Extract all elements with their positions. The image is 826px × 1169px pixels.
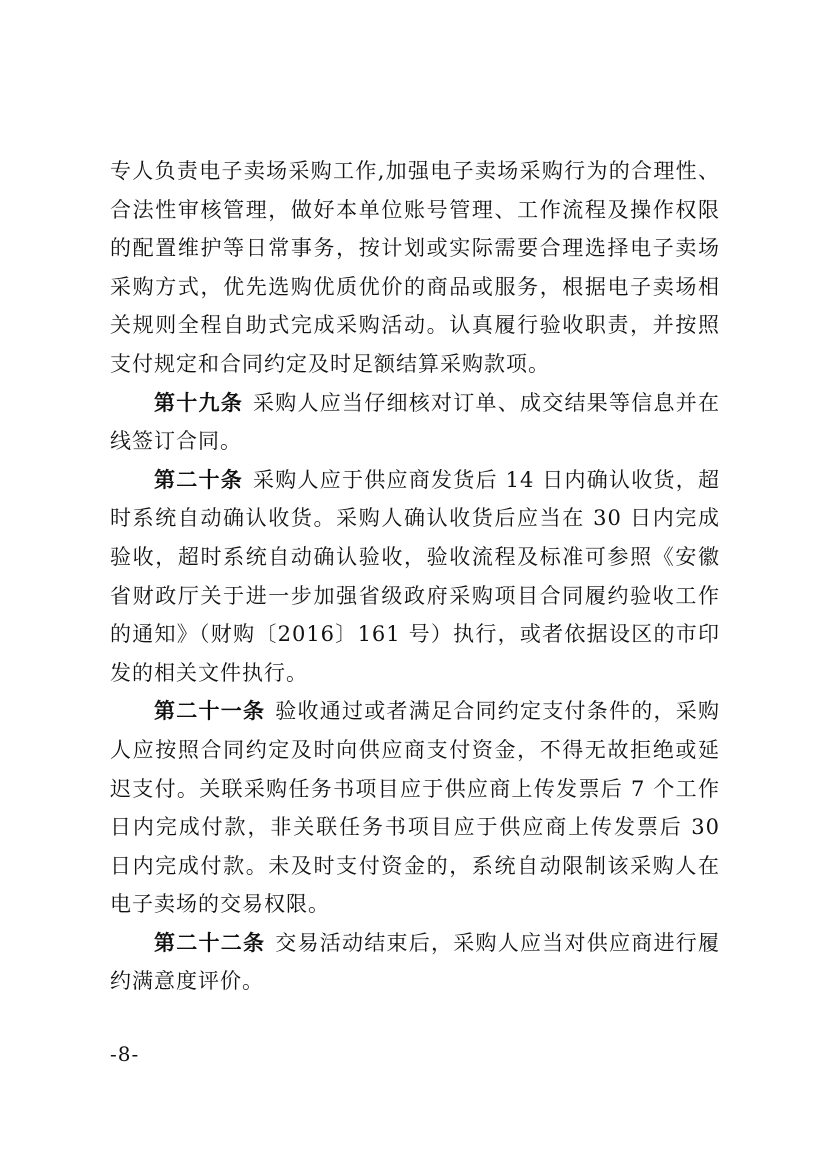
paragraph-continued: [110, 152, 720, 384]
article-text: 采购人应于供应商发货后 14 日内确认收货，超时系统自动确认收货。采购人确认收货后应当在 30 日内完成验收，超时系统自动确认验收，验收流程及标准可参照《安徽省财政厅关于进一步加强省级政府采购项目合同履约验收工作的通知》（财购〔2016〕161 号）执行，或者依据设区的市印发的相关文件执行。: [110, 467, 721, 685]
page-number: -8-: [110, 1042, 140, 1066]
article-title: 第十九条: [154, 389, 243, 415]
article-19: [110, 384, 720, 461]
article-text: 采购人应当仔细核对订单、成交结果等信息并在线签订合同。: [110, 390, 720, 454]
article-text: 交易活动结束后，采购人应当对供应商进行履约满意度评价。: [110, 930, 720, 994]
article-title: 第二十二条: [154, 929, 266, 955]
article-title: 第二十条: [154, 466, 243, 492]
article-22: [110, 924, 720, 1001]
article-21: [110, 692, 720, 924]
page-content: [110, 152, 720, 1001]
article-title: 第二十一条: [154, 698, 266, 724]
article-text: 验收通过或者满足合同约定支付条件的，采购人应按照合同约定及时向供应商支付资金，不得无故拒绝或延迟支付。关联采购任务书项目应于供应商上传发票后 7 个工作日内完成付款，非关联任务书项目应于供应商上传发票后 30 日内完成付款。未及时支付资金的，系统自动限制该采购人在电子卖场的交易权限。: [110, 699, 720, 917]
article-20: [110, 461, 720, 693]
paragraph-text: 专人负责电子卖场采购工作,加强电子卖场采购行为的合理性、合法性审核管理，做好本单位账号管理、工作流程及操作权限的配置维护等日常事务，按计划或实际需要合理选择电子卖场采购方式，优先选购优质优价的商品或服务，根据电子卖场相关规则全程自助式完成采购活动。认真履行验收职责，并按照支付规定和合同约定及时足额结算采购款项。: [110, 159, 720, 376]
